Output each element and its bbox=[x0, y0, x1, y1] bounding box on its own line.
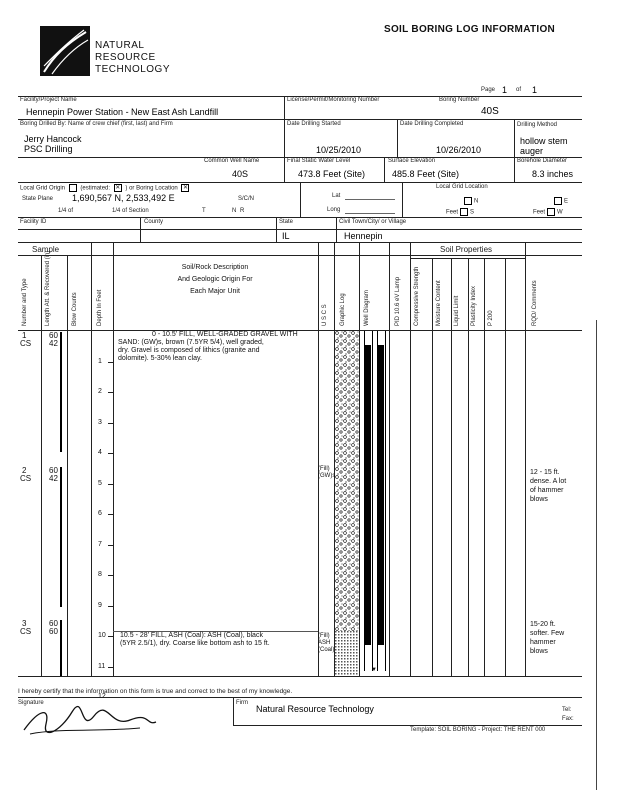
boring-location-label: Boring Location bbox=[136, 185, 178, 192]
depth-tick-mark bbox=[108, 514, 113, 515]
description-header-line-1: Soil/Rock Description bbox=[181, 264, 249, 271]
well-diagram bbox=[361, 331, 388, 676]
north-checkbox[interactable] bbox=[464, 197, 472, 205]
well-seal-right bbox=[377, 345, 384, 645]
date-completed-label: Date Drilling Completed bbox=[400, 121, 464, 127]
liquid-limit-header: Liquid Limit bbox=[454, 295, 460, 326]
state-label: State bbox=[279, 219, 294, 225]
grid-origin-label: Local Grid Origin bbox=[20, 185, 66, 192]
depth-tick-mark bbox=[108, 667, 113, 668]
sample-1-number: 1 bbox=[22, 331, 27, 340]
sample-3-type: CS bbox=[20, 627, 32, 636]
logo-line-3: TECHNOLOGY bbox=[95, 64, 171, 75]
estimated-label: (estimated: bbox=[80, 185, 111, 192]
uscs-unit-1 bbox=[318, 466, 335, 480]
r-label: R bbox=[240, 208, 245, 214]
pid-header: PID 10.6 eV Lamp bbox=[395, 276, 401, 326]
south-row bbox=[446, 208, 474, 217]
comment-2-line-4: blows bbox=[530, 648, 548, 655]
sample-2-type: CS bbox=[20, 474, 32, 483]
depth-tick-mark bbox=[108, 362, 113, 363]
well-diagram-header: Well Diagram bbox=[364, 290, 370, 326]
east-checkbox[interactable] bbox=[554, 197, 562, 205]
depth-tick-mark bbox=[108, 392, 113, 393]
borehole-diameter-label: Borehole Diameter bbox=[517, 158, 568, 164]
surface-elevation-value: 485.8 Feet (Site) bbox=[392, 169, 460, 179]
sample-3-number: 3 bbox=[22, 619, 27, 628]
page-label: Page bbox=[481, 87, 496, 93]
section-label: 1/4 of Section bbox=[112, 208, 149, 214]
depth-tick-mark bbox=[108, 636, 113, 637]
depth-tick-mark bbox=[108, 545, 113, 546]
plastic-limit-header: Plasticity Index bbox=[471, 285, 477, 326]
uscs-fill-2: (Fill) bbox=[318, 633, 330, 639]
depth-tick-mark bbox=[108, 575, 113, 576]
west-label: W bbox=[557, 209, 563, 216]
local-grid-label: Local Grid Location bbox=[436, 184, 488, 190]
static-water-label: Final Static Water Level bbox=[287, 158, 351, 164]
drilling-method-label: Drilling Method bbox=[517, 122, 558, 128]
uscs-fill-1: (Fill) bbox=[318, 466, 330, 472]
well-pipe bbox=[372, 331, 378, 671]
tel-label: Tel: bbox=[562, 707, 572, 713]
sample-1-length: 60 bbox=[49, 331, 58, 340]
depth-tick-mark bbox=[108, 423, 113, 424]
unit-2-line-2: (5YR 2.5/1), dry. Coarse like bottom ash to 15 ft. bbox=[120, 640, 270, 647]
civil-label: Civil Town/City/ or Village bbox=[339, 219, 407, 225]
comment-2-line-1: 15-20 ft. bbox=[530, 621, 556, 628]
sample-2-length: 60 bbox=[49, 466, 58, 475]
uscs-unit-2 bbox=[318, 633, 334, 654]
driller-name: Jerry Hancock bbox=[24, 134, 82, 144]
uscs-gw: (GW)s bbox=[318, 473, 336, 479]
soil-properties-header: Soil Properties bbox=[440, 245, 493, 254]
t-label: T bbox=[202, 208, 206, 214]
quarter-label: 1/4 of bbox=[58, 208, 74, 214]
scan-edge-line bbox=[596, 320, 597, 790]
depth-tick-label: 1 bbox=[98, 357, 102, 365]
sample-3-bar bbox=[60, 620, 62, 676]
boring-number-value: 40S bbox=[481, 106, 499, 117]
sample-2-bar bbox=[60, 467, 62, 607]
feet-label-ns: Feet bbox=[446, 209, 459, 216]
depth-tick-label: 11 bbox=[98, 662, 106, 670]
well-seal-left bbox=[364, 345, 371, 645]
sample-2-recovered: 42 bbox=[49, 474, 58, 483]
signature-scribble bbox=[20, 702, 160, 738]
logo-mark-icon bbox=[40, 26, 90, 76]
estimated-checkbox[interactable]: ✕ bbox=[115, 185, 121, 191]
depth-tick-label: 3 bbox=[98, 418, 102, 426]
driller-firm: PSC Drilling bbox=[24, 144, 73, 154]
grid-origin-row bbox=[20, 184, 191, 193]
graphic-log bbox=[335, 331, 359, 676]
drilling-method-value-1: hollow stem bbox=[520, 136, 568, 146]
depth-tick-mark bbox=[108, 606, 113, 607]
depth-tick-label: 10 bbox=[98, 632, 106, 639]
description-header bbox=[150, 262, 280, 298]
comment-2-line-3: hammer bbox=[530, 639, 556, 646]
logo-line-1: NATURAL bbox=[95, 40, 145, 51]
sample-3-recovered: 60 bbox=[49, 627, 58, 636]
depth-tick-label: 2 bbox=[98, 388, 102, 395]
east-row bbox=[552, 197, 568, 206]
comment-1-line-3: of hammer bbox=[530, 487, 564, 494]
boring-number-label: Boring Number bbox=[439, 97, 480, 103]
depth-tick-label: 8 bbox=[98, 571, 102, 578]
west-row bbox=[533, 208, 563, 217]
depth-tick-label: 5 bbox=[98, 479, 102, 487]
depth-tick-mark bbox=[108, 484, 113, 485]
comment-1-line-1: 12 - 15 ft. bbox=[530, 469, 560, 476]
comment-2-line-2: softer. Few bbox=[530, 630, 565, 637]
length-recovered-header: Length Att. & Recovered (in) bbox=[45, 250, 51, 326]
depth-header: Depth In Feet bbox=[97, 289, 103, 326]
unit-1-line-4: dolomite). 5-30% lean clay. bbox=[118, 355, 202, 362]
n-label: N bbox=[232, 208, 237, 214]
state-value: IL bbox=[282, 231, 290, 241]
firm-value: Natural Resource Technology bbox=[256, 704, 374, 714]
unit-1-line-1: 0 - 10.5' FILL, WELL-GRADED GRAVEL WITH bbox=[152, 331, 298, 338]
or-label: ) or bbox=[125, 185, 135, 192]
sample-2-number: 2 bbox=[22, 466, 27, 475]
depth-tick-label: 4 bbox=[98, 449, 102, 456]
sample-3-length: 60 bbox=[49, 619, 58, 628]
static-water-value: 473.8 Feet (Site) bbox=[298, 169, 366, 179]
uscs-coal: (Coal) bbox=[318, 647, 335, 653]
unit-2-description bbox=[120, 632, 270, 648]
uscs-ash: ASH bbox=[318, 640, 331, 646]
lat-label: Lat bbox=[332, 193, 341, 199]
depth-tick-label: 7 bbox=[98, 540, 102, 548]
north-label: N bbox=[474, 198, 479, 205]
logo-text bbox=[95, 40, 170, 76]
unit-1-line-2: SAND: (GW)s, brown (7.5YR 5/4), well graded, bbox=[118, 339, 264, 346]
signature-label: Signature bbox=[18, 700, 44, 706]
page-number: 1 bbox=[502, 85, 508, 95]
logo-line-2: RESOURCE bbox=[95, 52, 156, 63]
south-checkbox[interactable] bbox=[460, 208, 468, 216]
boring-location-checkbox[interactable]: ✕ bbox=[182, 185, 188, 191]
scn-label: S/C/N bbox=[238, 196, 255, 202]
company-logo bbox=[40, 26, 90, 76]
grid-origin-checkbox[interactable] bbox=[69, 184, 77, 192]
ash-fill-pattern bbox=[335, 631, 359, 676]
template-text: Template: SOIL BORING - Project: THE RENT 000 bbox=[410, 727, 546, 733]
plasticity-index-header: P 200 bbox=[488, 310, 494, 326]
borehole-diameter-value: 8.3 inches bbox=[532, 169, 574, 179]
depth-tick-label: 6 bbox=[98, 510, 102, 517]
gravel-fill-pattern bbox=[335, 331, 359, 631]
depth-tick-label: 9 bbox=[98, 601, 102, 609]
fax-label: Fax: bbox=[562, 716, 574, 722]
driller-label: Boring Drilled By: Name of crew chief (first, last) and Firm bbox=[20, 121, 173, 127]
north-row bbox=[462, 197, 478, 206]
blow-counts-header: Blow Counts bbox=[72, 292, 78, 326]
description-header-line-3: Each Major Unit bbox=[190, 288, 240, 295]
graphic-log-header: Graphic Log bbox=[340, 293, 346, 326]
compressive-header: Compressive Strength bbox=[414, 266, 420, 326]
unit-1-description bbox=[118, 331, 298, 363]
depth-tick-mark bbox=[108, 453, 113, 454]
well-name-label: Common Well Name bbox=[204, 158, 260, 164]
date-started-value: 10/25/2010 bbox=[316, 145, 362, 155]
state-plane-value: 1,690,567 N, 2,533,492 E bbox=[72, 193, 175, 203]
state-plane-label: State Plane bbox=[22, 196, 54, 202]
page-total: 1 bbox=[532, 85, 538, 95]
sample-1-bar bbox=[60, 332, 62, 452]
drilling-method-value-2: auger bbox=[520, 146, 544, 156]
facility-label: Facility/Project Name bbox=[20, 97, 77, 103]
well-bottom: ▼ bbox=[371, 667, 377, 673]
well-name-value: 40S bbox=[232, 169, 249, 179]
south-label: S bbox=[470, 209, 475, 216]
facility-value: Hennepin Power Station - New East Ash Landfill bbox=[26, 107, 219, 117]
unit-1-line-3: dry. Gravel is composed of lithics (granite and bbox=[118, 347, 260, 354]
long-label: Long bbox=[327, 207, 341, 213]
feet-label-ew: Feet bbox=[533, 209, 546, 216]
county-label: County bbox=[144, 219, 164, 225]
surface-elevation-label: Surface Elevation bbox=[388, 158, 436, 164]
west-checkbox[interactable] bbox=[547, 208, 555, 216]
moisture-header: Moisture Content bbox=[436, 280, 442, 326]
page-title: SOIL BORING LOG INFORMATION bbox=[384, 24, 556, 35]
date-started-label: Date Drilling Started bbox=[287, 121, 341, 127]
of-label: of bbox=[516, 87, 522, 93]
uscs-header: U S C S bbox=[322, 304, 328, 326]
comment-1-line-4: blows bbox=[530, 496, 548, 503]
sample-1-type: CS bbox=[20, 339, 32, 348]
sample-header: Sample bbox=[32, 245, 60, 254]
number-type-header: Number and Type bbox=[22, 278, 28, 326]
certify-text: I hereby certify that the information on this form is true and correct to the best of my knowledge. bbox=[18, 688, 293, 695]
unit-2-line-1: 10.5 - 28' FILL, ASH (Coal): ASH (Coal), black bbox=[120, 632, 263, 639]
firm-label: Firm bbox=[236, 700, 248, 706]
comment-1-line-2: dense. A lot bbox=[530, 478, 567, 485]
civil-value: Hennepin bbox=[344, 231, 383, 241]
comment-1 bbox=[530, 468, 566, 504]
license-label: License/Permit/Monitoring Number bbox=[287, 97, 380, 103]
date-completed-value: 10/26/2010 bbox=[436, 145, 482, 155]
description-header-line-2: And Geologic Origin For bbox=[177, 276, 253, 283]
comment-2 bbox=[530, 620, 564, 656]
facility-id-label: Facility ID bbox=[20, 219, 47, 225]
rqd-header: RQD/ Comments bbox=[532, 280, 538, 326]
east-label: E bbox=[564, 198, 569, 205]
sample-1-recovered: 42 bbox=[49, 339, 58, 348]
